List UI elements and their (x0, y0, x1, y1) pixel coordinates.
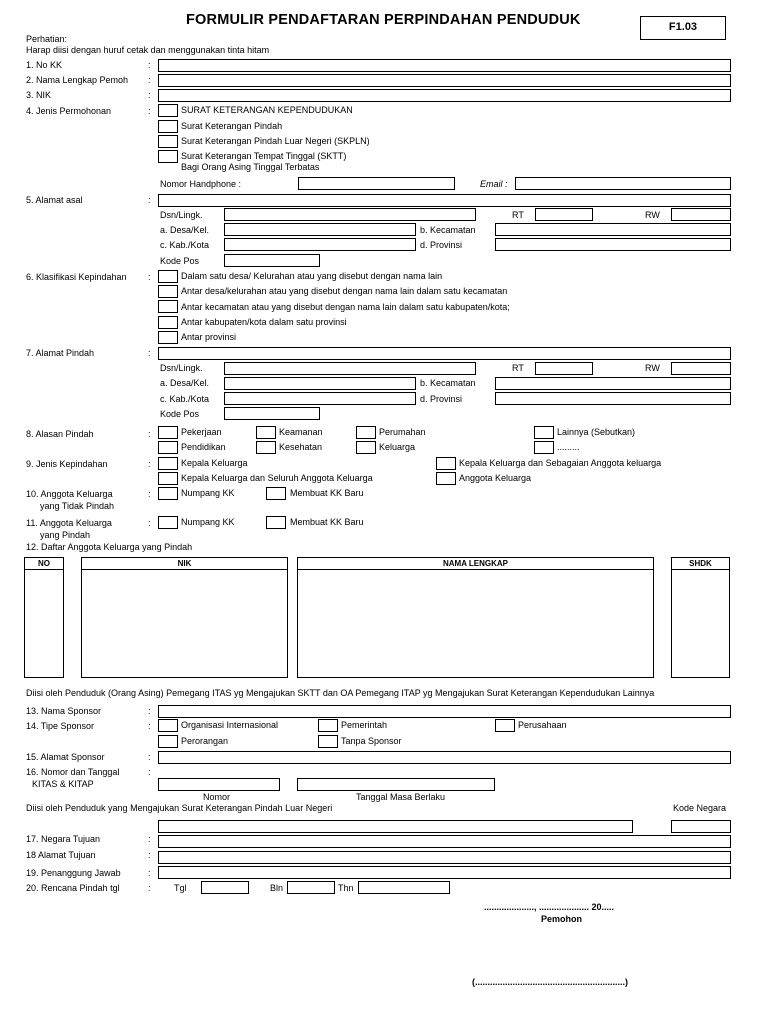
colon: : (148, 429, 151, 439)
lainnya-dots: ......... (557, 442, 580, 452)
checkbox-perorangan[interactable] (158, 735, 178, 748)
colon: : (148, 518, 151, 528)
label-bln: Bln (270, 883, 284, 893)
checkbox-tidak-pindah-numpang[interactable] (158, 487, 178, 500)
checkbox-keluarga[interactable] (356, 441, 376, 454)
option-sktt-note: Bagi Orang Asing Tinggal Terbatas (181, 162, 320, 172)
thn-field[interactable] (358, 881, 450, 894)
checkbox-sk-pindah[interactable] (158, 120, 178, 133)
note-heading: Perhatian: (26, 34, 68, 44)
checkbox-lainnya-2[interactable] (534, 441, 554, 454)
option-kk-sebagian: Kepala Keluarga dan Sebagaian Anggota keluarga (459, 458, 662, 468)
option-perorangan: Perorangan (181, 736, 229, 746)
checkbox-kepala-keluarga[interactable] (158, 457, 178, 470)
checkbox-tanpa-sponsor[interactable] (318, 735, 338, 748)
colon: : (148, 883, 151, 893)
option-klasifikasi-2: Antar desa/kelurahan atau yang disebut dengan nama lain dalam satu kecamatan (181, 286, 508, 296)
checkbox-pendidikan[interactable] (158, 441, 178, 454)
colon: : (148, 106, 151, 116)
colon: : (148, 272, 151, 282)
checkbox-pemerintah[interactable] (318, 719, 338, 732)
label-rw: RW (645, 210, 660, 220)
table-header-nama: NAMA LENGKAP (442, 559, 509, 568)
pindah-kecamatan-field[interactable] (495, 377, 731, 390)
checkbox-skpln[interactable] (158, 135, 178, 148)
checkbox-keamanan[interactable] (256, 426, 276, 439)
option-anggota-keluarga: Anggota Keluarga (459, 473, 532, 483)
checkbox-pekerjaan[interactable] (158, 426, 178, 439)
label-alasan-pindah: 8. Alasan Pindah (26, 429, 94, 439)
colon: : (148, 721, 151, 731)
label-alamat-sponsor: 15. Alamat Sponsor (26, 752, 105, 762)
option-kk-baru: Membuat KK Baru (290, 517, 364, 527)
form-title: FORMULIR PENDAFTARAN PERPINDAHAN PENDUDUK (186, 12, 581, 28)
colon: : (148, 348, 151, 358)
signature-date: ...................., .................... 20..... (484, 902, 615, 912)
label-nomor: Nomor (203, 792, 231, 802)
table-col-no[interactable] (24, 557, 64, 678)
option-perusahaan: Perusahaan (518, 720, 567, 730)
label-nik: 3. NIK (26, 90, 52, 100)
option-pendidikan: Pendidikan (181, 442, 226, 452)
colon: : (148, 60, 151, 70)
label-dsn: Dsn/Lingk. (160, 363, 203, 373)
label-kecamatan: b. Kecamatan (420, 225, 476, 235)
checkbox-kk-seluruh[interactable] (158, 472, 178, 485)
nama-sponsor-field[interactable] (158, 705, 731, 718)
option-sktt: Surat Keterangan Tempat Tinggal (SKTT) (181, 151, 347, 161)
option-pemerintah: Pemerintah (341, 720, 388, 730)
table-header-nik: NIK (177, 559, 192, 568)
section-orang-asing: Diisi oleh Penduduk (Orang Asing) Pemegang ITAS yg Mengajukan SKTT dan OA Pemegang ITAP yg Mengajukan Surat Keterangan Kependudukan Lainnya (26, 688, 655, 698)
negara-tujuan-field[interactable] (158, 835, 731, 848)
checkbox-organisasi[interactable] (158, 719, 178, 732)
colon: : (148, 850, 151, 860)
label-nama-sponsor: 13. Nama Sponsor (26, 706, 102, 716)
colon: : (148, 195, 151, 205)
checkbox-tidak-pindah-kk-baru[interactable] (266, 487, 286, 500)
checkbox-lainnya[interactable] (534, 426, 554, 439)
pindah-dsn-field[interactable] (224, 362, 476, 375)
checkbox-kk-sebagian[interactable] (436, 457, 456, 470)
checkbox-perumahan[interactable] (356, 426, 376, 439)
option-numpang-kk: Numpang KK (181, 517, 235, 527)
asal-kecamatan-field[interactable] (495, 223, 731, 236)
label-nomor-tanggal: 16. Nomor dan Tanggal (26, 767, 120, 777)
pindah-kab-field[interactable] (224, 392, 416, 405)
table-header-shdk: SHDK (689, 559, 712, 568)
alamat-pindah-field[interactable] (158, 347, 731, 360)
colon: : (148, 459, 151, 469)
tanggal-kitas-field[interactable] (297, 778, 495, 791)
asal-rw-field[interactable] (671, 208, 731, 221)
label-kode-negara: Kode Negara (673, 803, 727, 813)
colon: : (148, 489, 151, 499)
option-kepala-keluarga: Kepala Keluarga (181, 458, 248, 468)
option-kk-baru: Membuat KK Baru (290, 488, 364, 498)
pindah-provinsi-field[interactable] (495, 392, 731, 405)
option-keamanan: Keamanan (279, 427, 323, 437)
label-rw: RW (645, 363, 660, 373)
negara-tujuan-long-field[interactable] (158, 820, 633, 833)
tgl-field[interactable] (201, 881, 249, 894)
option-klasifikasi-4: Antar kabupaten/kota dalam satu provinsi (181, 317, 347, 327)
signature-name: (............................................................) (472, 977, 629, 987)
form-code: F1.03 (640, 16, 726, 40)
kode-negara-field[interactable] (671, 820, 731, 833)
colon: : (148, 868, 151, 878)
table-col-nik[interactable] (81, 557, 288, 678)
label-alamat-tujuan: 18 Alamat Tujuan (26, 850, 96, 860)
option-organisasi: Organisasi Internasional (181, 720, 279, 730)
note-text: Harap diisi dengan huruf cetak dan menggunakan tinta hitam (26, 45, 270, 55)
label-thn: Thn (338, 883, 354, 893)
label-kode-pos: Kode Pos (160, 256, 200, 266)
checkbox-perusahaan[interactable] (495, 719, 515, 732)
option-lainnya: Lainnya (Sebutkan) (557, 427, 636, 437)
colon: : (148, 90, 151, 100)
alamat-sponsor-field[interactable] (158, 751, 731, 764)
colon: : (148, 767, 151, 777)
table-col-nama[interactable] (297, 557, 654, 678)
pindah-rt-field[interactable] (535, 362, 593, 375)
option-kk-seluruh: Kepala Keluarga dan Seluruh Anggota Keluarga (181, 473, 373, 483)
checkbox-klasifikasi-4[interactable] (158, 316, 178, 329)
checkbox-kesehatan[interactable] (256, 441, 276, 454)
option-klasifikasi-5: Antar provinsi (181, 332, 237, 342)
checkbox-anggota-keluarga[interactable] (436, 472, 456, 485)
alamat-asal-field[interactable] (158, 194, 731, 207)
signature-role: Pemohon (541, 914, 583, 924)
checkbox-sktt[interactable] (158, 150, 178, 163)
option-skpln: Surat Keterangan Pindah Luar Negeri (SKPLN) (181, 136, 370, 146)
asal-rt-field[interactable] (535, 208, 593, 221)
option-numpang-kk: Numpang KK (181, 488, 235, 498)
nik-field[interactable] (158, 89, 731, 102)
asal-dsn-field[interactable] (224, 208, 476, 221)
label-alamat-pindah: 7. Alamat Pindah (26, 348, 95, 358)
asal-kab-field[interactable] (224, 238, 416, 251)
label-anggota-pindah-2: yang Pindah (40, 530, 91, 540)
label-rt: RT (512, 363, 524, 373)
colon: : (148, 75, 151, 85)
bln-field[interactable] (287, 881, 335, 894)
label-kab: c. Kab./Kota (160, 240, 210, 250)
checkbox-klasifikasi-2[interactable] (158, 285, 178, 298)
label-tanggal-masa-berlaku: Tanggal Masa Berlaku (356, 792, 446, 802)
label-negara-tujuan: 17. Negara Tujuan (26, 834, 101, 844)
label-desa: a. Desa/Kel. (160, 225, 210, 235)
option-perumahan: Perumahan (379, 427, 426, 437)
option-skk: SURAT KETERANGAN KEPENDUDUKAN (181, 105, 353, 115)
label-email: Email : (480, 179, 508, 189)
colon: : (148, 834, 151, 844)
checkbox-pindah-kk-baru[interactable] (266, 516, 286, 529)
label-provinsi: d. Provinsi (420, 394, 463, 404)
checkbox-klasifikasi-5[interactable] (158, 331, 178, 344)
asal-desa-field[interactable] (224, 223, 416, 236)
label-handphone: Nomor Handphone : (160, 179, 242, 189)
option-sk-pindah: Surat Keterangan Pindah (181, 121, 283, 131)
alamat-tujuan-field[interactable] (158, 851, 731, 864)
label-klasifikasi: 6. Klasifikasi Kepindahan (26, 272, 127, 282)
label-jenis-kepindahan: 9. Jenis Kepindahan (26, 459, 108, 469)
option-pekerjaan: Pekerjaan (181, 427, 222, 437)
label-anggota-pindah: 11. Anggota Keluarga (26, 518, 112, 528)
checkbox-skk[interactable] (158, 104, 178, 117)
option-keluarga: Keluarga (379, 442, 416, 452)
table-header-no: NO (38, 559, 50, 568)
label-anggota-tidak-pindah: 10. Anggota Keluarga (26, 489, 113, 499)
label-tipe-sponsor: 14. Tipe Sponsor (26, 721, 95, 731)
label-kab: c. Kab./Kota (160, 394, 210, 404)
colon: : (148, 706, 151, 716)
nomor-kitas-field[interactable] (158, 778, 280, 791)
option-klasifikasi-1: Dalam satu desa/ Kelurahan atau yang disebut dengan nama lain (181, 271, 443, 281)
checkbox-klasifikasi-1[interactable] (158, 270, 178, 283)
label-daftar-anggota: 12. Daftar Anggota Keluarga yang Pindah (26, 542, 193, 552)
asal-provinsi-field[interactable] (495, 238, 731, 251)
label-rencana-pindah: 20. Rencana Pindah tgl (26, 883, 120, 893)
label-desa: a. Desa/Kel. (160, 378, 210, 388)
checkbox-pindah-numpang[interactable] (158, 516, 178, 529)
option-tanpa-sponsor: Tanpa Sponsor (341, 736, 402, 746)
pindah-kode-pos-field[interactable] (224, 407, 320, 420)
nama-pemohon-field[interactable] (158, 74, 731, 87)
table-col-shdk[interactable] (671, 557, 730, 678)
label-kecamatan: b. Kecamatan (420, 378, 476, 388)
email-field[interactable] (515, 177, 731, 190)
label-tgl: Tgl (174, 883, 187, 893)
checkbox-klasifikasi-3[interactable] (158, 300, 178, 313)
label-penanggung-jawab: 19. Penanggung Jawab (26, 868, 121, 878)
label-provinsi: d. Provinsi (420, 240, 463, 250)
label-no-kk: 1. No KK (26, 60, 63, 70)
label-alamat-asal: 5. Alamat asal (26, 195, 83, 205)
label-kode-pos: Kode Pos (160, 409, 200, 419)
option-klasifikasi-3: Antar kecamatan atau yang disebut dengan nama lain dalam satu kabupaten/kota; (181, 302, 510, 312)
option-kesehatan: Kesehatan (279, 442, 323, 452)
label-rt: RT (512, 210, 524, 220)
asal-kode-pos-field[interactable] (224, 254, 320, 267)
handphone-field[interactable] (298, 177, 455, 190)
colon: : (148, 752, 151, 762)
pindah-rw-field[interactable] (671, 362, 731, 375)
penanggung-jawab-field[interactable] (158, 866, 731, 879)
label-dsn: Dsn/Lingk. (160, 210, 203, 220)
label-nama-pemohon: 2. Nama Lengkap Pemoh (26, 75, 129, 85)
label-anggota-tidak-pindah-2: yang Tidak Pindah (40, 501, 115, 511)
label-jenis-permohonan: 4. Jenis Permohonan (26, 106, 112, 116)
pindah-desa-field[interactable] (224, 377, 416, 390)
section-pindah-luar-negeri: Diisi oleh Penduduk yang Mengajukan Surat Keterangan Pindah Luar Negeri (26, 803, 333, 813)
label-kitas-kitap: KITAS & KITAP (32, 779, 94, 789)
no-kk-field[interactable] (158, 59, 731, 72)
